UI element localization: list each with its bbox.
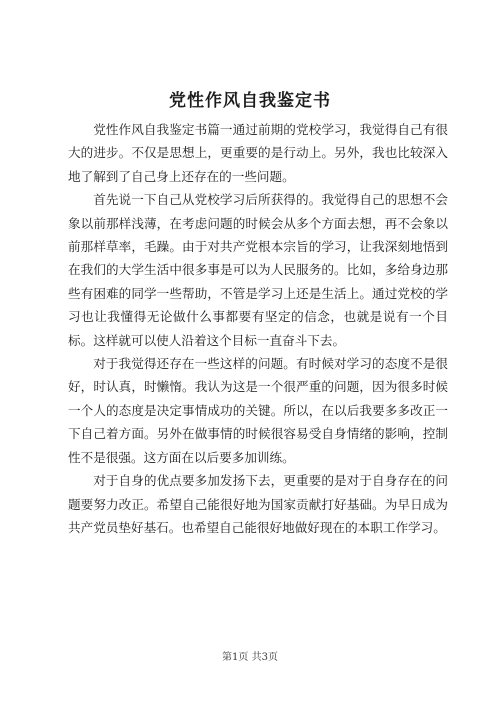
paragraph-conclusion: 对于自身的优点要多加发扬下去，更重要的是对于自身存在的问题要努力改正。希望自己能很好地为国家贡献打好基础。为早日成为共产党员垫好基石。也希望自己能很好地做好现在的本职工作学习。 [68,473,448,535]
document-body [68,118,448,539]
paragraph-gains: 首先说一下自己从党校学习后所获得的。我觉得自己的思想不会象以前那样浅薄，在考虑问题的时候会从多个方面去想，再不会象以前那样草率，毛躁。由于对共产党根本宗旨的学习，让我深刻地悟到在我们的大学生活中很多事是可以为人民服务的。比如，多给身边那些有困难的同学一些帮助，不管是学习上还是生活上。通过党校的学习也让我懂得无论做什么事都要有坚定的信念，也就是说有一个目标。这样就可以使人沿着这个目标一直奋斗下去。 [68,192,448,348]
paragraph-intro: 党性作风自我鉴定书篇一通过前期的党校学习，我觉得自己有很大的进步。不仅是思想上，更重要的是行动上。另外，我也比较深入地了解到了自己身上还存在的一些问题。 [68,122,448,184]
paragraph-problems: 对于我觉得还存在一些这样的问题。有时候对学习的态度不是很好，时认真，时懒惰。我认为这是一个很严重的问题，因为很多时候一个人的态度是决定事情成功的关键。所以，在以后我要多多改正一下自己着方面。另外在做事情的时候很容易受自身情绪的影响，控制性不是很强。这方面在以后要多加训练。 [68,356,448,465]
page-number-footer: 第1页 共3页 [222,652,278,663]
document-title: 党性作风自我鉴定书 [169,91,331,111]
